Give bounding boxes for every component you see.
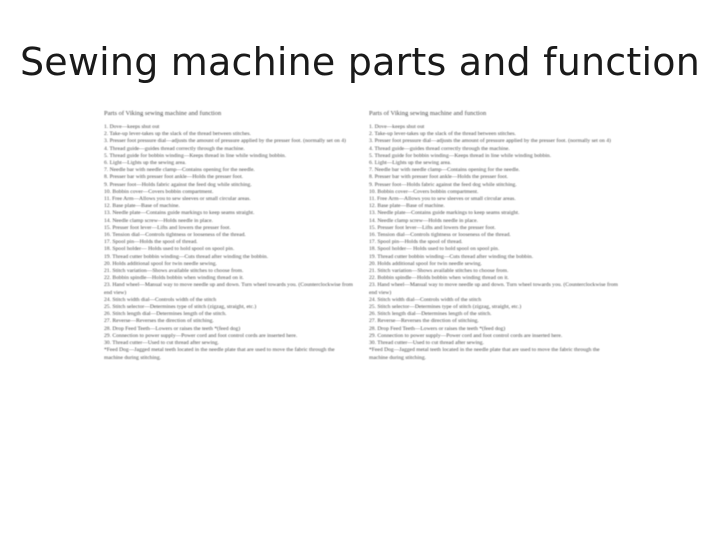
list-item: 22. Bobbin spindle—Holds bobbin when winding thread on it. (104, 275, 244, 282)
list-item: 20. Holds additional spool for twin needle sewing. (369, 260, 482, 267)
document-title: Parts of Viking sewing machine and function (104, 110, 222, 117)
list-item: 23. Hand wheel—Manual way to move needle up and down. Turn wheel towards you. (Counterclockwise from end view) (104, 282, 353, 296)
list-item: 10. Bobbin cover—Covers bobbin compartment. (104, 188, 214, 195)
list-item: 2. Take-up lever-takes up the slack of the thread between stitches. (104, 131, 251, 138)
list-item: 8. Presser bar with presser foot ankle—Holds the presser foot. (369, 174, 509, 181)
list-item: 15. Presser foot lever—Lifts and lowers the presser foot. (369, 224, 496, 231)
list-item: 29. Connection to power supply—Power cord and foot control cords are inserted here. (369, 332, 563, 339)
list-item: 10. Bobbin cover—Covers bobbin compartment. (369, 188, 479, 195)
list-item: 6. Light—Lights up the sewing area. (369, 160, 452, 167)
list-item: 11. Free Arm—Allows you to sew sleeves or small circular areas. (104, 196, 251, 203)
list-item: 12. Base plate—Base of machine. (104, 203, 180, 210)
list-item: 13. Needle plate—Contains guide markings to keep seams straight. (104, 210, 255, 217)
list-item: 6. Light—Lights up the sewing area. (104, 160, 187, 167)
parts-list (104, 124, 354, 347)
list-item: 27. Reverse—Reverses the direction of stitching. (104, 318, 214, 325)
list-item: 1. Dove—keeps shut out (104, 124, 160, 130)
list-item: 17. Spool pin—Holds the spool of thread. (104, 239, 198, 246)
list-item: 22. Bobbin spindle—Holds bobbin when winding thread on it. (369, 275, 509, 282)
list-item: 9. Presser foot—Holds fabric against the feed dog while stitching. (104, 181, 252, 188)
list-item: 8. Presser bar with presser foot ankle—Holds the presser foot. (104, 174, 244, 181)
list-item: 30. Thread cutter—Used to cut thread after sewing. (104, 340, 219, 347)
list-item: 21. Stitch variation—Shows available stitches to choose from. (369, 268, 509, 275)
list-item: 16. Tension dial—Controls tightness or looseness of the thread. (369, 232, 511, 239)
list-item: 1. Dove—keeps shut out (369, 124, 425, 130)
document-image-right (369, 110, 619, 485)
feed-dog-note: *Feed Dog—Jagged metal teeth located in the needle plate that are used to move the fabric through the machine during stitching. (369, 347, 600, 361)
list-item: 5. Thread guide for bobbin winding—Keeps thread in line while winding bobbin. (104, 152, 287, 159)
list-item: 3. Presser foot pressure dial—adjusts the amount of pressure applied by the presser foot. (normally set on 4) (104, 138, 346, 145)
feed-dog-note: *Feed Dog—Jagged metal teeth located in the needle plate that are used to move the fabric through the machine during stitching. (104, 347, 335, 361)
list-item: 30. Thread cutter—Used to cut thread after sewing. (369, 340, 484, 347)
list-item: 19. Thread cutter bobbin winding—Cuts thread after winding the bobbin. (369, 253, 534, 260)
list-item: 13. Needle plate—Contains guide markings to keep seams straight. (369, 210, 520, 217)
list-item: 18. Spool holder— Holds used to hold spool on spool pin. (104, 246, 235, 253)
list-item: 18. Spool holder— Holds used to hold spool on spool pin. (369, 246, 500, 253)
document-title: Parts of Viking sewing machine and function (369, 110, 487, 117)
list-item: 7. Needle bar with needle clamp—Contains opening for the needle. (369, 167, 520, 174)
list-item: 21. Stitch variation—Shows available stitches to choose from. (104, 268, 244, 275)
list-item: 27. Reverse—Reverses the direction of stitching. (369, 318, 479, 325)
list-item: 20. Holds additional spool for twin needle sewing. (104, 260, 217, 267)
list-item: 5. Thread guide for bobbin winding—Keeps thread in line while winding bobbin. (369, 152, 552, 159)
list-item: 28. Drop Feed Teeth—Lowers or raises the teeth *(feed dog) (369, 325, 506, 332)
document-image-left (104, 110, 354, 485)
list-item: 3. Presser foot pressure dial—adjusts the amount of pressure applied by the presser foot. (normally set on 4) (369, 138, 611, 145)
list-item: 26. Stitch length dial—Determines length of the stitch. (369, 311, 492, 318)
list-item: 4. Thread guide—guides thread correctly through the machine. (369, 145, 510, 152)
list-item: 28. Drop Feed Teeth—Lowers or raises the teeth *(feed dog) (104, 325, 241, 332)
parts-list (369, 124, 619, 347)
list-item: 16. Tension dial—Controls tightness or looseness of the thread. (104, 232, 246, 239)
list-item: 7. Needle bar with needle clamp—Contains opening for the needle. (104, 167, 255, 174)
list-item: 19. Thread cutter bobbin winding—Cuts thread after winding the bobbin. (104, 253, 269, 260)
list-item: 9. Presser foot—Holds fabric against the feed dog while stitching. (369, 181, 517, 188)
list-item: 24. Stitch width dial—Controls width of the stitch (369, 296, 482, 303)
list-item: 23. Hand wheel—Manual way to move needle up and down. Turn wheel towards you. (Counterclockwise from end view) (369, 282, 618, 296)
list-item: 26. Stitch length dial—Determines length of the stitch. (104, 311, 227, 318)
list-item: 4. Thread guide—guides thread correctly through the machine. (104, 145, 245, 152)
list-item: 2. Take-up lever-takes up the slack of the thread between stitches. (369, 131, 516, 138)
list-item: 14. Needle clamp screw—Holds needle in place. (369, 217, 479, 224)
list-item: 15. Presser foot lever—Lifts and lowers the presser foot. (104, 224, 231, 231)
list-item: 17. Spool pin—Holds the spool of thread. (369, 239, 463, 246)
list-item: 12. Base plate—Base of machine. (369, 203, 445, 210)
list-item: 25. Stitch selector—Determines type of stitch (zigzag, straight, etc.) (104, 304, 257, 311)
list-item: 11. Free Arm—Allows you to sew sleeves or small circular areas. (369, 196, 516, 203)
list-item: 29. Connection to power supply—Power cord and foot control cords are inserted here. (104, 332, 298, 339)
list-item: 25. Stitch selector—Determines type of stitch (zigzag, straight, etc.) (369, 304, 522, 311)
list-item: 24. Stitch width dial—Controls width of the stitch (104, 296, 217, 303)
slide-title: Sewing machine parts and function (19, 40, 700, 84)
list-item: 14. Needle clamp screw—Holds needle in place. (104, 217, 214, 224)
